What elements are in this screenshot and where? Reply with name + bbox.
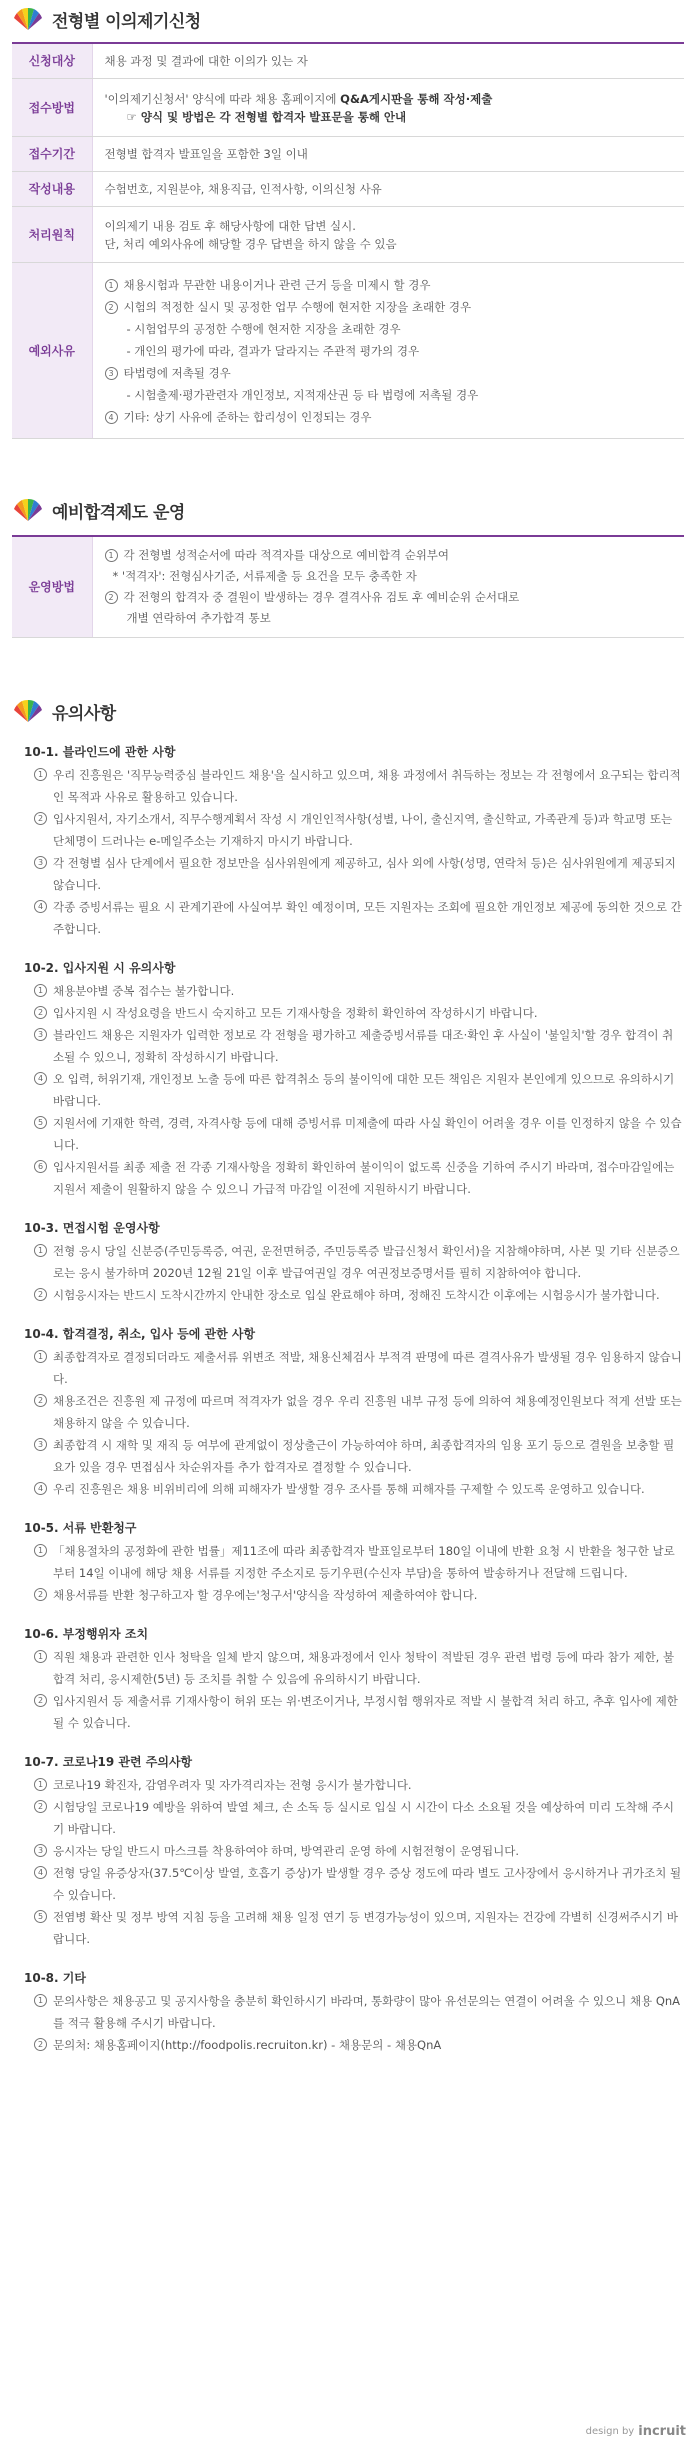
incruit-logo: incruit bbox=[638, 2424, 686, 2439]
note-section bbox=[24, 1968, 684, 2056]
period-label: 접수기간 bbox=[12, 137, 92, 172]
reserve-table bbox=[12, 535, 684, 638]
note-section bbox=[24, 1752, 684, 1950]
note-item: 2 입사지원서, 자기소개서, 직무수행계획서 작성 시 개인인적사항(성별, 나이, 출신지역, 출신학교, 가족관계 등)과 학교명 또는 단체명이 드러나는 e-메일주소는 기재하지 마시기 바랍니다. bbox=[24, 808, 684, 852]
process-label: 처리원칙 bbox=[12, 207, 92, 263]
except-item: - 시험업무의 공정한 수행에 현저한 지장을 초래한 경우 bbox=[126, 321, 401, 336]
method-label: 접수방법 bbox=[12, 79, 92, 137]
note-section-title: 10-4. 합격결정, 취소, 입사 등에 관한 사항 bbox=[24, 1327, 256, 1341]
note-item: 4 각종 증빙서류는 필요 시 관계기관에 사실여부 확인 예정이며, 모든 지원자는 조회에 필요한 개인정보 제공에 동의한 것으로 간주합니다. bbox=[24, 896, 684, 940]
note-item: 4 오 입력, 허위기재, 개인정보 노출 등에 따른 합격취소 등의 불이익에 대한 모든 책임은 지원자 본인에게 있으므로 유의하시기 바랍니다. bbox=[24, 1068, 684, 1112]
except-item: - 시험출제·평가관련자 개인정보, 지적재산권 등 타 법령에 저촉될 경우 bbox=[126, 387, 479, 402]
reserve-section-header bbox=[12, 493, 688, 527]
target-value: 채용 과정 및 결과에 대한 이의가 있는 자 bbox=[92, 43, 684, 79]
section-title: 예비합격제도 운영 bbox=[52, 502, 185, 523]
note-section-title: 10-6. 부정행위자 조치 bbox=[24, 1627, 149, 1641]
section-title: 유의사항 bbox=[52, 703, 116, 724]
note-item: 2 입사지원 시 작성요령을 반드시 숙지하고 모든 기재사항을 정확히 확인하여 작성하시기 바랍니다. bbox=[24, 1002, 684, 1024]
notes-section-header bbox=[12, 694, 688, 728]
note-section-title: 10-3. 면접시험 운영사항 bbox=[24, 1221, 160, 1235]
period-value: 전형별 합격자 발표일을 포함한 3일 이내 bbox=[92, 137, 684, 172]
note-section-title: 10-7. 코로나19 관련 주의사항 bbox=[24, 1755, 193, 1769]
arrow-icon: ☞ bbox=[126, 109, 137, 124]
reserve-label: 운영방법 bbox=[12, 536, 92, 638]
note-item: 1 코로나19 확진자, 감염우려자 및 자가격리자는 전형 응시가 불가합니다. bbox=[24, 1774, 684, 1796]
fan-icon bbox=[12, 6, 44, 32]
note-section-title: 10-1. 블라인드에 관한 사항 bbox=[24, 745, 176, 759]
note-item: 4 우리 진흥원은 채용 비위비리에 의해 피해자가 발생할 경우 조사를 통해 피해자를 구제할 수 있도록 운영하고 있습니다. bbox=[24, 1478, 684, 1500]
except-item: 3 타법령에 저촉될 경우 bbox=[105, 362, 673, 384]
fan-icon bbox=[12, 698, 44, 724]
method-guide-line: ☞ 양식 및 방법은 각 전형별 합격자 발표문을 통해 안내 bbox=[126, 109, 407, 124]
target-label: 신청대상 bbox=[12, 43, 92, 79]
content-value: 수험번호, 지원분야, 채용직급, 인적사항, 이의신청 사유 bbox=[92, 172, 684, 207]
note-item: 2 시험응시자는 반드시 도착시간까지 안내한 장소로 입실 완료해야 하며, 정해진 도착시간 이후에는 시험응시가 불가합니다. bbox=[24, 1284, 684, 1306]
fan-icon bbox=[12, 497, 44, 523]
note-item: 2 채용조건은 진흥원 제 규정에 따르며 적격자가 없을 경우 우리 진흥원 내부 규정 등에 의하여 채용예정인원보다 적게 선발 또는 채용하지 않을 수 있습니다. bbox=[24, 1390, 684, 1434]
note-item: 1 채용분야별 중복 접수는 불가합니다. bbox=[24, 980, 684, 1002]
except-item: - 개인의 평가에 따라, 결과가 달라지는 주관적 평가의 경우 bbox=[126, 343, 420, 358]
note-item: 1 문의사항은 채용공고 및 공지사항을 충분히 확인하시기 바라며, 통화량이 많아 유선문의는 연결이 어려울 수 있으니 채용 QnA를 적극 활용해 주시기 바랍니다. bbox=[24, 1990, 684, 2034]
objection-table bbox=[12, 42, 684, 439]
notes-list bbox=[12, 742, 684, 2056]
process-line: 이의제기 내용 검토 후 해당사항에 대한 답변 실시. bbox=[104, 218, 356, 233]
reserve-line: 1 각 전형별 성적순서에 따라 적격자를 대상으로 예비합격 순위부여 bbox=[105, 545, 673, 566]
note-item: 1 우리 진흥원은 '직무능력중심 블라인드 채용'을 실시하고 있으며, 채용 과정에서 취득하는 정보는 각 전형에서 요구되는 합리적인 목적과 사유로 활용하고 있습니다. bbox=[24, 764, 684, 808]
note-item: 2 입사지원서 등 제출서류 기재사항이 허위 또는 위·변조이거나, 부정시험 행위자로 적발 시 불합격 처리 하고, 추후 입사에 제한 될 수 있습니다. bbox=[24, 1690, 684, 1734]
method-line: '이의제기신청서' 양식에 따라 채용 홈페이지에 Q&A게시판을 통해 작성·제출 bbox=[104, 91, 493, 106]
note-section bbox=[24, 958, 684, 1200]
content-label: 작성내용 bbox=[12, 172, 92, 207]
note-item: 4 전형 당일 유증상자(37.5℃이상 발열, 호흡기 증상)가 발생할 경우 증상 정도에 따라 별도 고사장에서 응시하거나 귀가조치 될 수 있습니다. bbox=[24, 1862, 684, 1906]
note-section-title: 10-5. 서류 반환청구 bbox=[24, 1521, 137, 1535]
reserve-line: 2 각 전형의 합격자 중 결원이 발생하는 경우 결격사유 검토 후 예비순위 순서대로 bbox=[105, 587, 673, 608]
note-section-title: 10-8. 기타 bbox=[24, 1971, 86, 1985]
note-item: 1 직원 채용과 관련한 인사 청탁을 일체 받지 않으며, 채용과정에서 인사 청탁이 적발된 경우 관련 법령 등에 따라 참가 제한, 불합격 처리, 응시제한(5년) 등 조치를 취할 수 있음에 유의하시기 바랍니다. bbox=[24, 1646, 684, 1690]
note-item: 3 블라인드 채용은 지원자가 입력한 정보로 각 전형을 평가하고 제출증빙서류를 대조·확인 후 사실이 '불일치'할 경우 합격이 취소될 수 있으니, 정확히 작성하시기 바랍니다. bbox=[24, 1024, 684, 1068]
note-item: 2 시험당일 코로나19 예방을 위하여 발열 체크, 손 소독 등 실시로 입실 시 시간이 다소 소요될 것을 예상하여 미리 도착해 주시기 바랍니다. bbox=[24, 1796, 684, 1840]
note-item: 3 응시자는 당일 반드시 마스크를 착용하여야 하며, 방역관리 운영 하에 시험전형이 운영됩니다. bbox=[24, 1840, 684, 1862]
process-line: 단, 처리 예외사유에 해당할 경우 답변을 하지 않을 수 있음 bbox=[104, 236, 397, 251]
note-section-title: 10-2. 입사지원 시 유의사항 bbox=[24, 961, 176, 975]
reserve-line-cont: 개별 연락하여 추가합격 통보 bbox=[126, 611, 271, 625]
note-item: 3 각 전형별 심사 단계에서 필요한 정보만을 심사위원에게 제공하고, 심사 외에 사항(성명, 연락처 등)은 심사위원에게 제공되지 않습니다. bbox=[24, 852, 684, 896]
note-section bbox=[24, 1624, 684, 1734]
note-item: 1 전형 응시 당일 신분증(주민등록증, 여권, 운전면허증, 주민등록증 발급신청서 확인서)을 지참해야하며, 사본 및 기타 신분증으로는 응시 불가하며 2020년 12월 21일 이후 발급여권일 경우 여권정보증명서를 필히 지참하여야 합니다. bbox=[24, 1240, 684, 1284]
note-section bbox=[24, 1518, 684, 1606]
note-item: 1 최종합격자로 결정되더라도 제출서류 위변조 적발, 채용신체검사 부적격 판명에 따른 결격사유가 발생될 경우 임용하지 않습니다. bbox=[24, 1346, 684, 1390]
except-item: 2 시험의 적정한 실시 및 공정한 업무 수행에 현저한 지장을 초래한 경우 bbox=[105, 296, 673, 318]
footer-credit: design by incruit bbox=[585, 2424, 686, 2439]
note-item: 6 입사지원서를 최종 제출 전 각종 기재사항을 정확히 확인하여 불이익이 없도록 신중을 기하여 주시기 바라며, 접수마감일에는 지원서 제출이 원활하지 않을 수 있으니 가급적 마감일 이전에 지원하시기 바랍니다. bbox=[24, 1156, 684, 1200]
section-title: 전형별 이의제기신청 bbox=[52, 11, 201, 32]
note-item: 5 전염병 확산 및 정부 방역 지침 등을 고려해 채용 일정 연기 등 변경가능성이 있으며, 지원자는 건강에 각별히 신경써주시기 바랍니다. bbox=[24, 1906, 684, 1950]
note-item: 3 최종합격 시 재학 및 재직 등 여부에 관계없이 정상출근이 가능하여야 하며, 최종합격자의 임용 포기 등으로 결원을 보충할 필요가 있을 경우 면접심사 차순위자를 추가 합격자로 결정할 수 있습니다. bbox=[24, 1434, 684, 1478]
except-item: 4 기타: 상기 사유에 준하는 합리성이 인정되는 경우 bbox=[105, 406, 673, 428]
objection-section-header bbox=[12, 2, 688, 36]
note-item: 2 문의처: 채용홈페이지(http://foodpolis.recruiton.kr) - 채용문의 - 채용QnA bbox=[24, 2034, 684, 2056]
note-section bbox=[24, 1218, 684, 1306]
except-label: 예외사유 bbox=[12, 263, 92, 439]
reserve-note: * '적격자': 전형심사기준, 서류제출 등 요건을 모두 충족한 자 bbox=[112, 569, 417, 583]
note-section bbox=[24, 742, 684, 940]
note-item: 2 채용서류를 반환 청구하고자 할 경우에는'청구서'양식을 작성하여 제출하여야 합니다. bbox=[24, 1584, 684, 1606]
note-item: 1 「채용절차의 공정화에 관한 법률」제11조에 따라 최종합격자 발표일로부터 180일 이내에 반환 요청 시 반환을 청구한 날로부터 14일 이내에 해당 채용 서류를 지정한 주소지로 등기우편(수신자 부담)을 통하여 발송하거나 전달해 드립니다. bbox=[24, 1540, 684, 1584]
except-item: 1 채용시험과 무관한 내용이거나 관련 근거 등을 미제시 할 경우 bbox=[105, 274, 673, 296]
except-list bbox=[92, 263, 684, 439]
note-item: 5 지원서에 기재한 학력, 경력, 자격사항 등에 대해 증빙서류 미제출에 따라 사실 확인이 어려울 경우 이를 인정하지 않을 수 있습니다. bbox=[24, 1112, 684, 1156]
note-section bbox=[24, 1324, 684, 1500]
